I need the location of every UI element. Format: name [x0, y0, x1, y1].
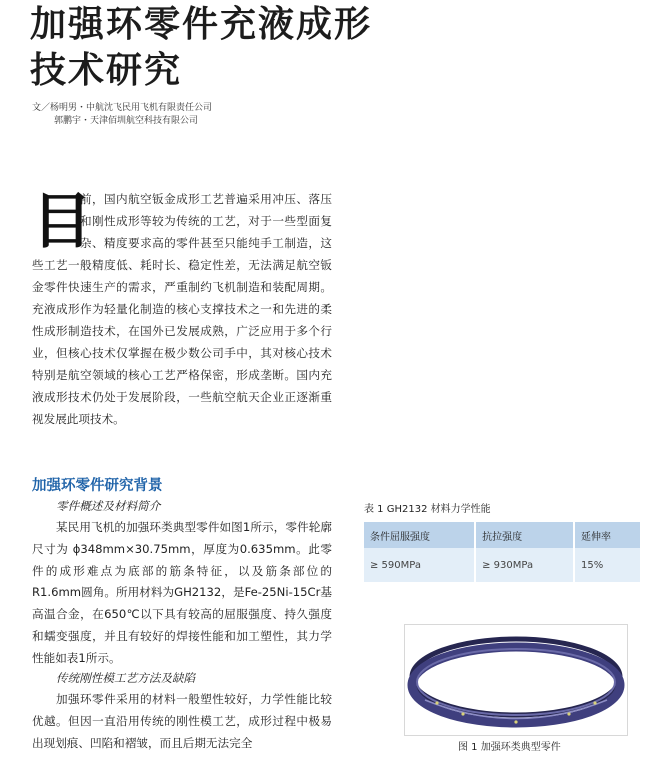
table-row [364, 548, 641, 582]
title-line-2: 技术研究 [30, 50, 183, 91]
article-title [30, 2, 372, 94]
intro-first-text: 前，国内航空钣金成形工艺普遍采用冲压、落压和刚性成形等较为传统的工艺，对于一些型面复杂、精度要求高的零件甚至只 [80, 192, 332, 250]
figure-caption: 图 1 加强环类典型零件 [458, 742, 561, 753]
subsection-heading-1: 零件概述及材料简介 [56, 499, 161, 513]
intro-rest-text: 能纯手工制造，这些工艺一般精度低、耗时长、稳定性差，无法满足航空钣金零件快速生产的需求，严重制约飞机制造和装配周期。充液成形作为轻量化制造的核心支撑技术之一和先进的柔性成形制造技术，在国外已发展成熟，广泛应用于多个行业，但核心技术仅掌握在极少数公司手中，其对核心技术特别是航空领域的核心工艺严格保密，形成垄断。国内充液成形技术仍处于发展阶段，一些航空航天企业正逐渐重视发展此项技术。 [32, 236, 332, 426]
table-cell: ≥ 930MPa [475, 548, 574, 582]
table-header-cell: 抗拉强度 [475, 522, 574, 548]
figure-ring-image [404, 624, 628, 736]
title-line-1: 加强环零件充液成形 [30, 4, 373, 45]
author-line-2: 郭鹏宇・天津佰圳航空科技有限公司 [54, 116, 199, 126]
table-cell: ≥ 590MPa [364, 548, 475, 582]
ring-illustration [405, 625, 627, 735]
table-header-cell: 条件屈服强度 [364, 522, 475, 548]
section-heading: 加强环零件研究背景 [32, 478, 163, 494]
table-caption: 表 1 GH2132 材料力学性能 [364, 504, 491, 515]
intro-paragraph [32, 188, 332, 430]
table-cell: 15% [574, 548, 641, 582]
drop-cap: 目 [32, 187, 92, 257]
material-properties-table [364, 522, 642, 582]
subsection-heading-2: 传统刚性模工艺方法及缺陷 [56, 671, 196, 685]
author-line-1: 文／杨明男・中航沈飞民用飞机有限责任公司 [32, 103, 213, 113]
author-byline [32, 102, 212, 128]
body-paragraph-1: 某民用飞机的加强环类典型零件如图1所示，零件轮廓尺寸为 ϕ348mm×30.75mm，厚度为0.635mm。此零件的成形难点为底部的筋条特征，以及筋条部位的R1.6mm圆角。所用材料为GH2132，是Fe-25Ni-15Cr基高温合金，在650℃以下具有较高的屈服强度、持久强度和蠕变强度，并且有较好的焊接性能和加工塑性，其力学性能如表1所示。 [32, 520, 332, 665]
table-header-cell: 延伸率 [574, 522, 641, 548]
table-header-row [364, 522, 641, 548]
body-paragraph-2: 加强环零件采用的材料一般塑性较好，力学性能比较优越。但因一直沿用传统的刚性模工艺，成形过程中极易出现划痕、凹陷和褶皱，而且后期无法完全 [32, 692, 332, 750]
